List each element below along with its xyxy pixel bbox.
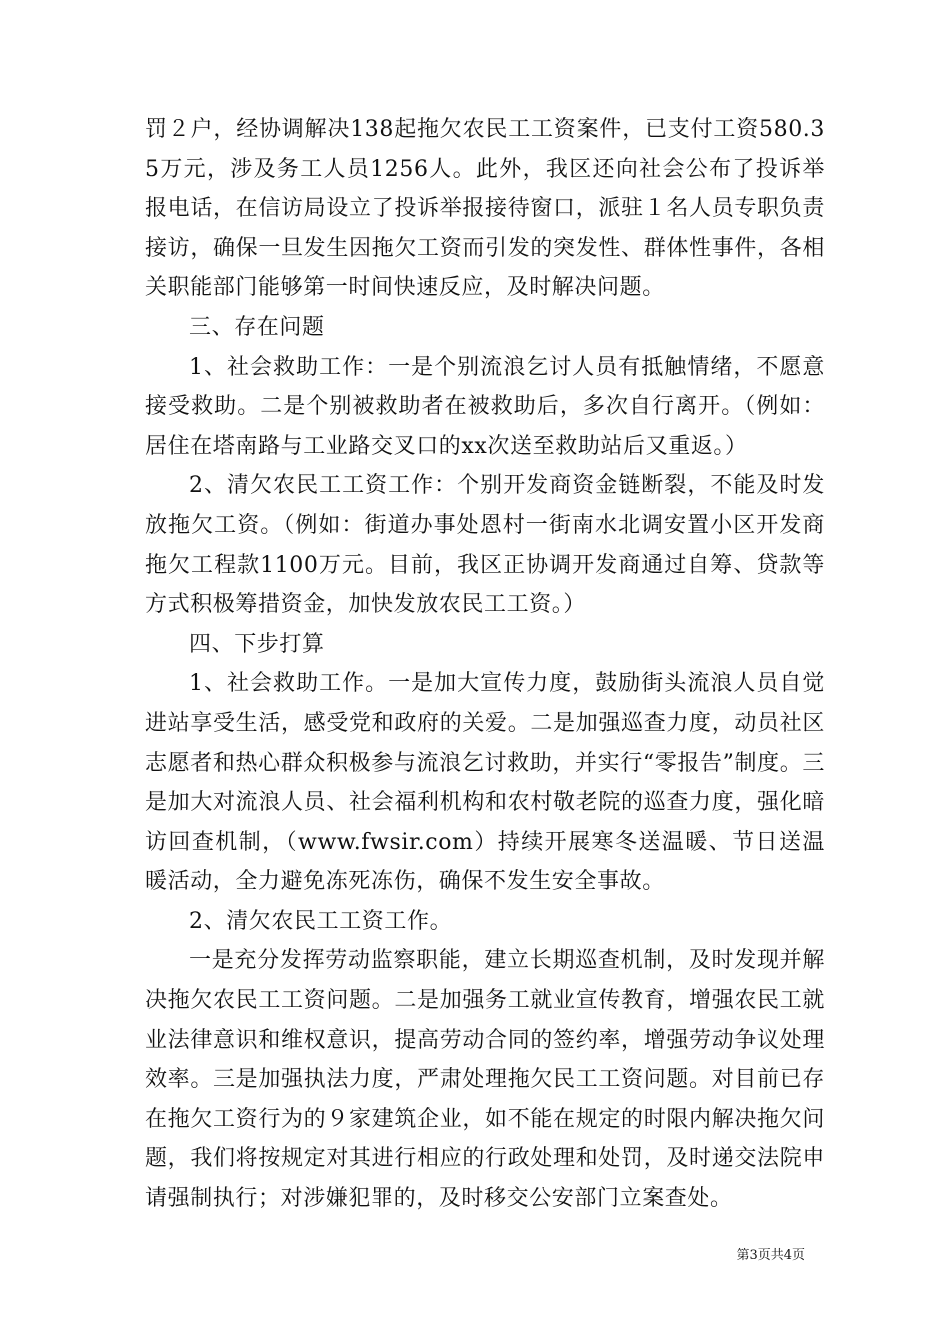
page-number: 第3页共4页 [736, 1248, 805, 1263]
paragraph-wage-cases: 罚２户，经协调解决138起拖欠农民工工资案件，已支付工资580.35万元，涉及务工人员1256人。此外，我区还向社会公布了投诉举报电话，在信访局设立了投诉举报接待窗口，派驻１名人员专职负责接访，确保一旦发生因拖欠工资而引发的突发性、群体性事件，各相关职能部门能够第一时间快速反应，及时解决问题。 [145, 117, 825, 301]
paragraph-social-assistance-problem: 1、社会救助工作：一是个别流浪乞讨人员有抵触情绪，不愿意接受救助。二是个别被救助者在被救助后，多次自行离开。（例如：居住在塔南路与工业路交叉口的xx次送至救助站后又重返。） [145, 354, 825, 459]
heading-existing-problems: 三、存在问题 [189, 314, 325, 340]
paragraph-wage-arrears-problem: 2、清欠农民工工资工作：个别开发商资金链断裂，不能及时发放拖欠工资。（例如：街道办事处恩村一街南水北调安置小区开发商拖欠工程款1100万元。目前，我区正协调开发商通过自筹、贷款等方式积极筹措资金，加快发放农民工工资。） [145, 473, 825, 618]
heading-next-steps: 四、下步打算 [189, 631, 325, 657]
paragraph-social-assistance-plan: 1、社会救助工作。一是加大宣传力度，鼓励街头流浪人员自觉进站享受生活，感受党和政府的关爱。二是加强巡查力度，动员社区志愿者和热心群众积极参与流浪乞讨救助，并实行“零报告”制度。三是加大对流浪人员、社会福利机构和农村敬老院的巡查力度，强化暗访回查机制，（www.fwsir.com）持续开展寒冬送温暖、节日送温暖活动，全力避免冻死冻伤，确保不发生安全事故。 [145, 671, 825, 895]
subheading-wage-arrears-plan: 2、清欠农民工工资工作。 [189, 908, 453, 934]
paragraph-wage-arrears-plan: 一是充分发挥劳动监察职能，建立长期巡查机制，及时发现并解决拖欠农民工工资问题。二是加强务工就业宣传教育，增强农民工就业法律意识和维权意识，提高劳动合同的签约率，增强劳动争议处理效率。三是加强执法力度，严肃处理拖欠民工工资问题。对目前已存在拖欠工资行为的９家建筑企业，如不能在规定的时限内解决拖欠问题，我们将按规定对其进行相应的行政处理和处罚，及时递交法院申请强制执行；对涉嫌犯罪的，及时移交公安部门立案查处。 [145, 948, 825, 1212]
body-text [145, 110, 825, 1219]
